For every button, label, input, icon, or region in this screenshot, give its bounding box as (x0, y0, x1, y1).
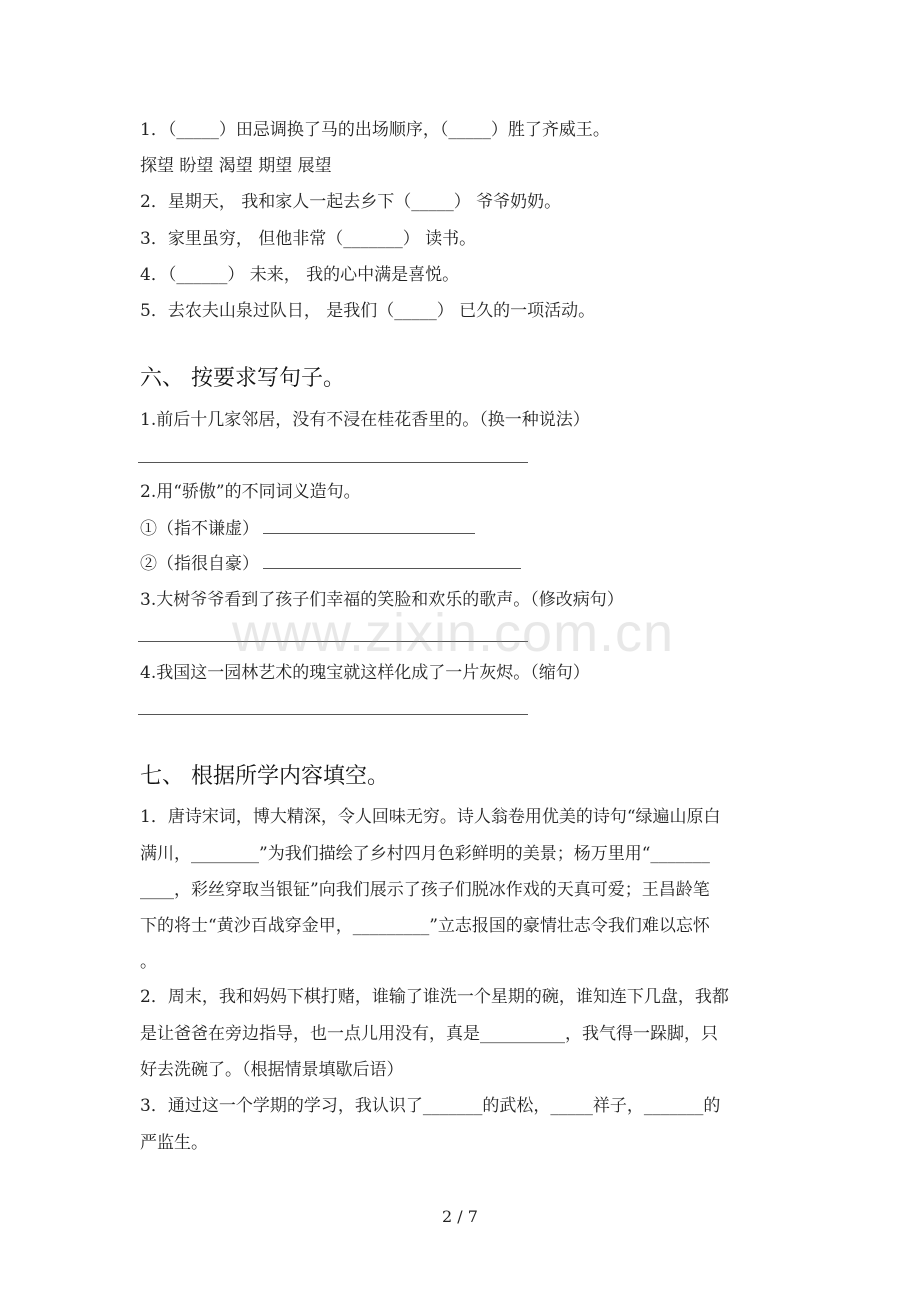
para-line: 3．通过这一个学期的学习，我认识了_______的武松，_____祥子，_______的 (140, 1096, 721, 1116)
fill-item-2: 2．星期天， 我和家人一起去乡下（_____） 爷爷奶奶。 (140, 192, 562, 212)
answer-line (263, 519, 475, 534)
q6-2a-label: ①（指不谦虚） (140, 519, 259, 539)
section-7-title: 七、 根据所学内容填空。 (140, 764, 389, 789)
q6-2b-label: ②（指很自豪） (140, 554, 259, 574)
q6-4: 4.我国这一园林艺术的瑰宝就这样化成了一片灰烬。（缩句） (140, 663, 590, 683)
para-line: 严监生。 (140, 1133, 208, 1153)
para-line: 。 (140, 952, 157, 972)
watermark: www.zixin.com.cn (232, 603, 675, 663)
answer-line (138, 462, 528, 463)
para-line: 2．周末，我和妈妈下棋打赌，谁输了谁洗一个星期的碗，谁知连下几盘，我都 (140, 987, 729, 1007)
answer-line (263, 554, 521, 569)
q6-2b-row (140, 552, 521, 576)
para-line: 1．唐诗宋词，博大精深，令人回味无穷。诗人翁卷用优美的诗句“绿遍山原白 (140, 807, 721, 827)
page-number: 2 / 7 (442, 1207, 478, 1226)
q6-2a-row (140, 517, 475, 541)
para-line: 下的将士“黄沙百战穿金甲，_________”立志报国的豪情壮志令我们难以忘怀 (140, 916, 710, 936)
answer-line (138, 714, 528, 715)
para-line: 是让爸爸在旁边指导，也一点儿用没有，真是__________，我气得一跺脚，只 (140, 1024, 718, 1044)
section-6-title: 六、 按要求写句子。 (140, 366, 345, 391)
q6-2: 2.用“骄傲”的不同词义造句。 (140, 482, 361, 502)
para-line: ____，彩丝穿取当银钲”向我们展示了孩子们脱冰作戏的天真可爱；王昌龄笔 (140, 880, 710, 900)
fill-item-4: 4．（______） 未来， 我的心中满是喜悦。 (140, 265, 460, 285)
q6-3: 3.大树爷爷看到了孩子们幸福的笑脸和欢乐的歌声。（修改病句） (140, 590, 624, 610)
q6-1: 1.前后十几家邻居，没有不浸在桂花香里的。（换一种说法） (140, 410, 590, 430)
fill-item-3: 3．家里虽穷， 但他非常（_______） 读书。 (140, 229, 477, 249)
fill-item-1: 1．（_____）田忌调换了马的出场顺序，（_____）胜了齐威王。 (140, 120, 610, 140)
word-bank: 探望 盼望 渴望 期望 展望 (140, 156, 332, 176)
para-line: 满川，________”为我们描绘了乡村四月色彩鲜明的美景；杨万里用“_______ (140, 844, 710, 864)
para-line: 好去洗碗了。（根据情景填歇后语） (140, 1060, 404, 1080)
fill-item-5: 5．去农夫山泉过队日， 是我们（_____） 已久的一项活动。 (140, 301, 596, 321)
